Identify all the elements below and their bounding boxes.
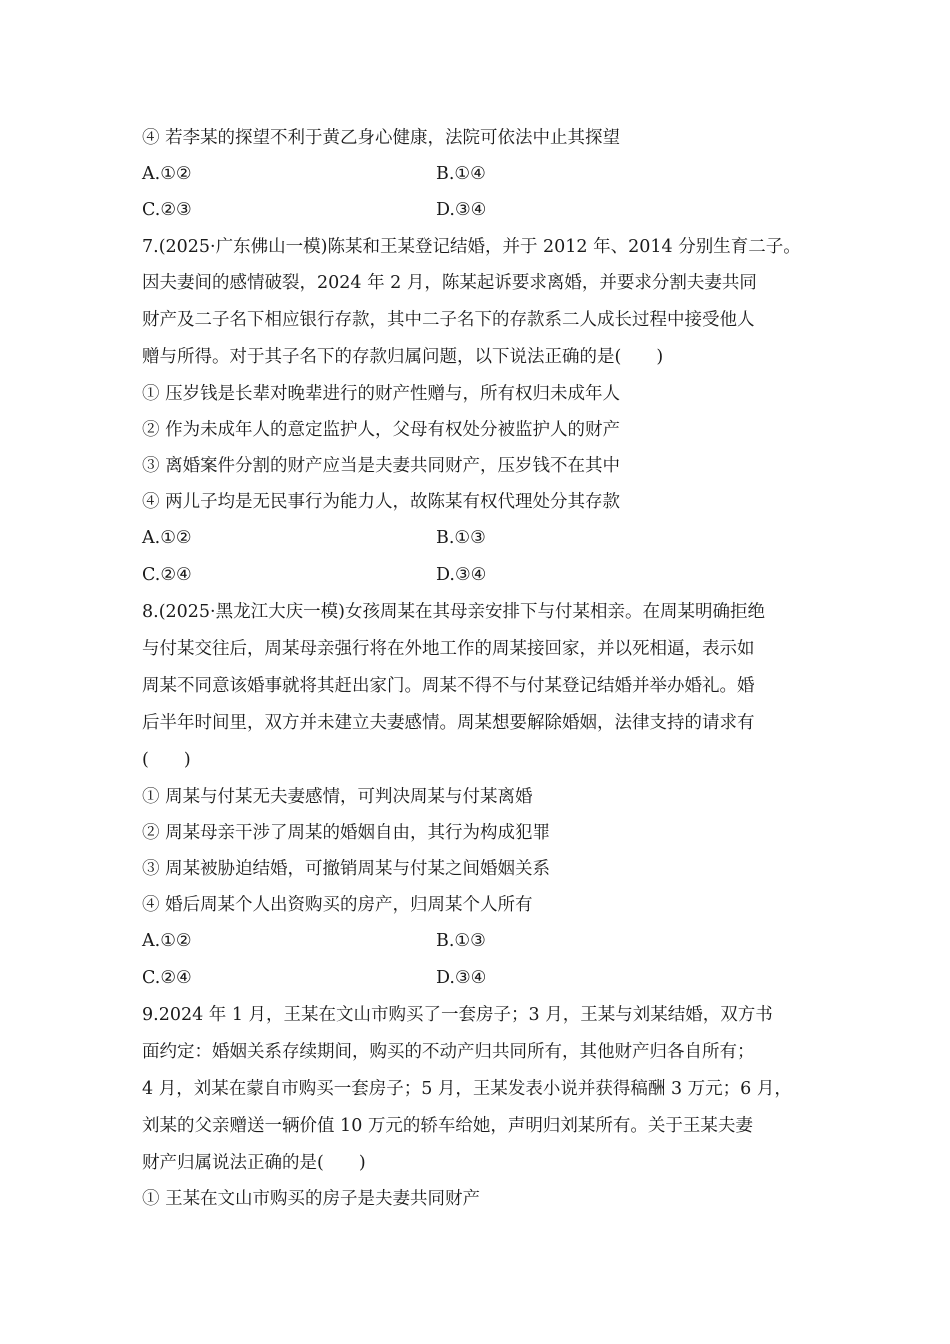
q8-option-b: B.①③	[436, 931, 486, 951]
q7-stem-line-2: 因夫妻间的感情破裂，2024 年 2 月，陈某起诉要求离婚，并要求分割夫妻共同	[142, 273, 757, 293]
q8-stem-line-4: 后半年时间里，双方并未建立夫妻感情。周某想要解除婚姻，法律支持的请求有	[142, 713, 755, 733]
q8-option-a: A.①②	[142, 931, 192, 951]
q8-stem-line-1: 8.(2025·黑龙江大庆一模)女孩周某在其母亲安排下与付某相亲。在周某明确拒绝	[142, 602, 765, 622]
q9-stem-line-5: 财产归属说法正确的是( )	[142, 1153, 366, 1173]
q7-stem-line-1: 7.(2025·广东佛山一模)陈某和王某登记结婚，并于 2012 年、2014 分别生育二子。	[142, 237, 801, 257]
q7-option-c: C.②④	[142, 565, 192, 585]
q9-stem-line-3: 4 月，刘某在蒙自市购买一套房子；5 月，王某发表小说并获得稿酬 3 万元；6 月，	[142, 1079, 792, 1099]
q8-statement-3: ③ 周某被胁迫结婚，可撤销周某与付某之间婚姻关系	[142, 859, 551, 879]
q8-stem-line-2: 与付某交往后，周某母亲强行将在外地工作的周某接回家，并以死相逼，表示如	[142, 639, 755, 659]
q7-stem-line-4: 赠与所得。对于其子名下的存款归属问题，以下说法正确的是( )	[142, 347, 664, 367]
q8-statement-2: ② 周某母亲干涉了周某的婚姻自由，其行为构成犯罪	[142, 823, 551, 843]
q6-option-d: D.③④	[436, 200, 487, 220]
q7-statement-1: ① 压岁钱是长辈对晚辈进行的财产性赠与，所有权归未成年人	[142, 384, 621, 404]
q8-option-d: D.③④	[436, 968, 487, 988]
q8-statement-1: ① 周某与付某无夫妻感情，可判决周某与付某离婚	[142, 787, 533, 807]
q7-option-a: A.①②	[142, 528, 192, 548]
q6-option-a: A.①②	[142, 164, 192, 184]
q6-statement-4: ④ 若李某的探望不利于黄乙身心健康，法院可依法中止其探望	[142, 128, 621, 148]
q8-stem-line-5: ( )	[142, 750, 191, 770]
q9-stem-line-2: 面约定：婚姻关系存续期间，购买的不动产归共同所有，其他财产归各自所有；	[142, 1042, 755, 1062]
q6-option-b: B.①④	[436, 164, 486, 184]
q7-statement-3: ③ 离婚案件分割的财产应当是夫妻共同财产，压岁钱不在其中	[142, 456, 621, 476]
q7-option-d: D.③④	[436, 565, 487, 585]
q7-statement-4: ④ 两儿子均是无民事行为能力人，故陈某有权代理处分其存款	[142, 492, 621, 512]
q9-statement-1: ① 王某在文山市购买的房子是夫妻共同财产	[142, 1189, 481, 1209]
q6-option-c: C.②③	[142, 200, 192, 220]
q9-stem-line-1: 9.2024 年 1 月，王某在文山市购买了一套房子；3 月，王某与刘某结婚，双方书	[142, 1005, 773, 1025]
q8-option-c: C.②④	[142, 968, 192, 988]
q8-statement-4: ④ 婚后周某个人出资购买的房产，归周某个人所有	[142, 895, 533, 915]
q9-stem-line-4: 刘某的父亲赠送一辆价值 10 万元的轿车给她，声明归刘某所有。关于王某夫妻	[142, 1116, 753, 1136]
q7-option-b: B.①③	[436, 528, 486, 548]
q7-statement-2: ② 作为未成年人的意定监护人，父母有权处分被监护人的财产	[142, 420, 621, 440]
q7-stem-line-3: 财产及二子名下相应银行存款，其中二子名下的存款系二人成长过程中接受他人	[142, 310, 755, 330]
q8-stem-line-3: 周某不同意该婚事就将其赶出家门。周某不得不与付某登记结婚并举办婚礼。婚	[142, 676, 755, 696]
